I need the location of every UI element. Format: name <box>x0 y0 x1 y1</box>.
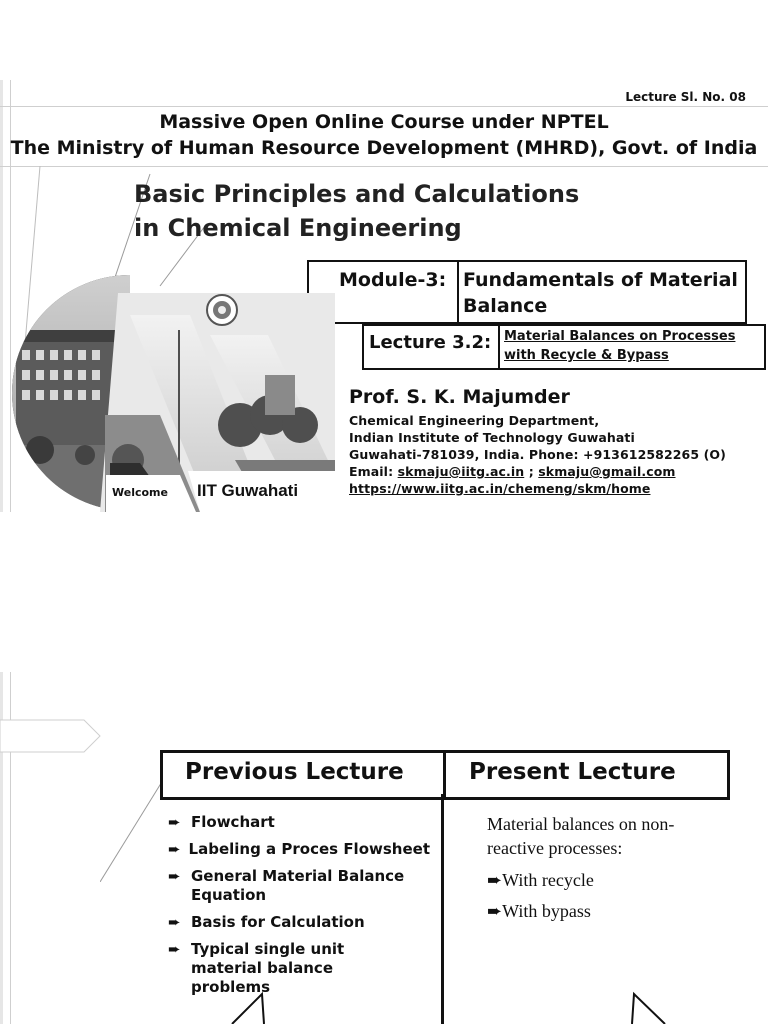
hand-arrow-icon: ➨ <box>168 840 181 858</box>
present-intro-line1: Material balances on non- <box>487 814 675 834</box>
list-item: ➨ Labeling a Proces Flowsheet <box>168 840 430 858</box>
email-link-gmail[interactable]: skmaju@gmail.com <box>538 464 676 479</box>
hand-arrow-icon: ➨ <box>168 813 181 831</box>
email-line <box>349 464 676 479</box>
list-item: ➨ Basis for Calculation <box>168 913 365 931</box>
professor-name: Prof. S. K. Majumder <box>349 386 570 408</box>
nptel-header: Massive Open Online Course under NPTEL <box>159 111 609 133</box>
institute-name: Indian Institute of Technology Guwahati <box>349 430 635 445</box>
email-separator: ; <box>528 464 534 479</box>
iit-guwahati-label: IIT Guwahati <box>197 481 299 500</box>
course-title-line2: in Chemical Engineering <box>134 214 462 242</box>
list-item: ➨With recycle <box>487 870 594 890</box>
lecture-label: Lecture 3.2: <box>369 332 492 353</box>
lecture-box <box>362 324 766 370</box>
arrow-tab-icon <box>0 716 104 756</box>
hand-arrow-icon: ➨ <box>487 870 503 890</box>
comparison-header <box>160 750 730 800</box>
list-item: ➨ Typical single unit material balance problems <box>168 940 345 996</box>
module-title-cell <box>459 262 745 322</box>
email-link-iitg[interactable]: skmaju@iitg.ac.in <box>397 464 525 479</box>
list-item: ➨ General Material Balance Equation <box>168 867 405 904</box>
module-title-line2: Balance <box>463 295 548 317</box>
hand-arrow-icon: ➨ <box>168 867 181 885</box>
lecture-title-line1: Material Balances on Processes <box>504 329 736 344</box>
previous-lecture-list <box>168 813 430 997</box>
present-lecture-content <box>487 812 674 923</box>
lecture-title-line2: with Recycle & Bypass <box>504 348 669 363</box>
list-item: ➨ Flowchart <box>168 813 275 831</box>
hand-arrow-icon: ➨ <box>168 913 181 931</box>
title-slide <box>0 80 768 512</box>
welcome-label: Welcome <box>112 486 168 499</box>
mhrd-header: The Ministry of Human Resource Development (MHRD), Govt. of India <box>10 137 758 159</box>
previous-lecture-header-cell <box>163 753 446 797</box>
lecture-serial-number: Lecture Sl. No. 08 <box>625 90 746 104</box>
lecture-label-cell <box>364 326 500 368</box>
module-label: Module-3: <box>339 269 447 291</box>
previous-lecture-heading: Previous Lecture <box>185 759 404 785</box>
hand-arrow-icon: ➨ <box>487 901 503 921</box>
hand-arrow-icon: ➨ <box>168 940 181 958</box>
module-title-line1: Fundamentals of Material <box>463 269 738 291</box>
bottom-bracket-shapes <box>0 990 768 1024</box>
department: Chemical Engineering Department, <box>349 413 600 428</box>
address-phone: Guwahati-781039, India. Phone: +913612582265 (O) <box>349 447 726 462</box>
list-item: ➨With bypass <box>487 901 591 921</box>
present-intro-line2: reactive processes: <box>487 838 623 858</box>
website-link[interactable]: https://www.iitg.ac.in/chemeng/skm/home <box>349 481 651 496</box>
header-divider-top <box>0 106 768 107</box>
course-title-line1: Basic Principles and Calculations <box>134 180 580 208</box>
iitg-campus-collage <box>10 275 336 512</box>
lecture-overview-slide <box>0 672 768 1024</box>
present-lecture-heading: Present Lecture <box>469 759 676 785</box>
module-box <box>307 260 747 324</box>
present-lecture-header-cell <box>446 753 727 797</box>
lecture-title-cell <box>500 326 764 368</box>
email-label: Email: <box>349 464 394 479</box>
